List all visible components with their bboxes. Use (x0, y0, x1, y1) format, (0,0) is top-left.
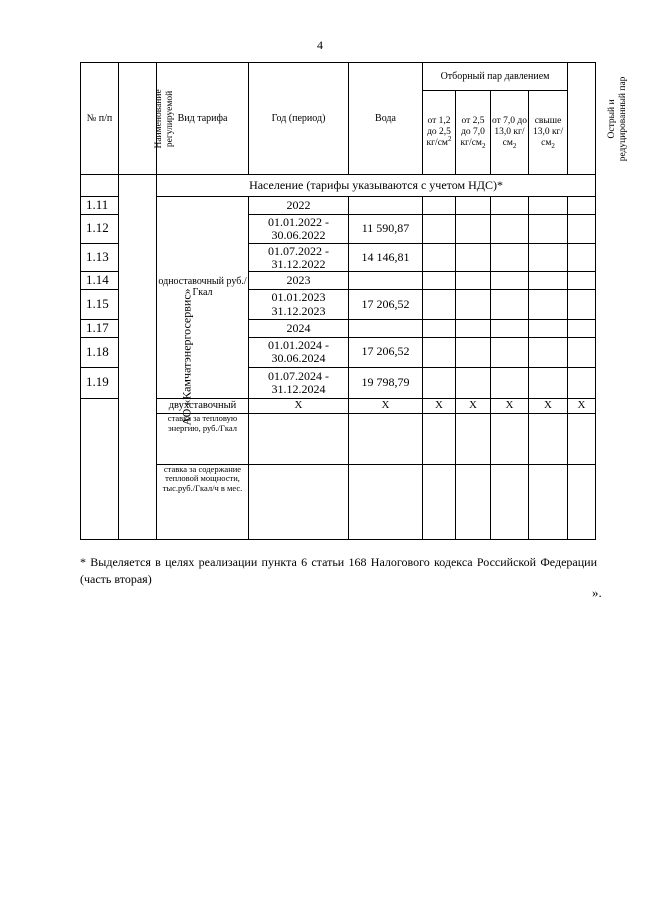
row-water (349, 197, 423, 214)
row-number: 1.17 (81, 320, 119, 337)
x-mark: X (529, 398, 568, 413)
row-cell (491, 464, 529, 539)
row-cell (491, 320, 529, 337)
header-pressure-2: от 2,5 до 7,0 $кг/см_2$ (456, 91, 491, 174)
closing-quote: ». (592, 585, 602, 600)
header-num: № п/п (81, 63, 119, 175)
row-period: 01.01.2024 - 30.06.2024 (249, 337, 349, 368)
header-water: Вода (349, 63, 423, 175)
row-cell (568, 368, 596, 399)
header-sharp-steam (568, 63, 629, 175)
capacity-rate-label: ставка за содержание тепловой мощности, тыс.руб./Гкал/ч в мес. (157, 464, 249, 539)
row-cell (423, 272, 456, 289)
row-water: 19 798,79 (349, 368, 423, 399)
x-mark: X (568, 398, 596, 413)
row-period: 01.01.2022 - 30.06.2022 (249, 214, 349, 243)
row-cell (456, 214, 491, 243)
row-cell (491, 337, 529, 368)
row-cell (529, 289, 568, 320)
row-cell (568, 337, 596, 368)
row-cell (491, 197, 529, 214)
row-period: 01.07.2022 - 31.12.2022 (249, 244, 349, 272)
row-number: 1.18 (81, 337, 119, 368)
one-part-tariff-label: одноставочный руб./Гкал (157, 197, 249, 398)
row-cell (568, 214, 596, 243)
row-cell (456, 337, 491, 368)
row-period: 01.07.2024 - 31.12.2024 (249, 368, 349, 399)
row-cell (456, 197, 491, 214)
row-water (349, 272, 423, 289)
organization-name: АО «Камчатэнергосервис» (179, 288, 194, 426)
header-organization (119, 63, 175, 175)
row-cell (568, 413, 596, 464)
row-cell (423, 368, 456, 399)
header-steam-group: Отборный пар давлением (423, 63, 568, 91)
row-cell (568, 272, 596, 289)
row-period: 01.01.2023 31.12.2023 (249, 289, 349, 320)
page-number: 4 (317, 38, 323, 52)
row-number: 1.13 (81, 244, 119, 272)
row-period: 2022 (249, 197, 349, 214)
row-cell (249, 413, 349, 464)
row-cell (491, 272, 529, 289)
tariff-table (80, 62, 629, 540)
row-cell (423, 197, 456, 214)
row-cell (423, 320, 456, 337)
row-water: 14 146,81 (349, 244, 423, 272)
header-sharp-steam-text: Острый и редуцированный пар (607, 76, 629, 161)
row-cell (568, 289, 596, 320)
row-cell (568, 244, 596, 272)
row-cell (456, 368, 491, 399)
row-cell (491, 214, 529, 243)
row-cell (529, 320, 568, 337)
section-empty-num (81, 174, 119, 196)
row-number: 1.19 (81, 368, 119, 399)
row-cell (529, 368, 568, 399)
row-period: 2023 (249, 272, 349, 289)
x-mark: X (491, 398, 529, 413)
row-cell (349, 413, 423, 464)
row-cell (491, 368, 529, 399)
row-number: 1.15 (81, 289, 119, 320)
row-cell (423, 464, 456, 539)
two-part-empty-num (81, 398, 119, 539)
header-organization-text: Наименование регулируемой (154, 88, 175, 149)
row-number: 1.14 (81, 272, 119, 289)
organization-cell (119, 174, 194, 539)
row-cell (529, 413, 568, 464)
row-cell (568, 197, 596, 214)
row-water (349, 320, 423, 337)
row-cell (423, 337, 456, 368)
row-cell (529, 214, 568, 243)
row-cell (456, 464, 491, 539)
row-period: 2024 (249, 320, 349, 337)
row-cell (529, 464, 568, 539)
row-number: 1.11 (81, 197, 119, 214)
row-cell (529, 272, 568, 289)
row-cell (249, 464, 349, 539)
row-cell (456, 289, 491, 320)
section-title: Население (тарифы указываются с учетом НДС)* (157, 174, 596, 196)
row-cell (568, 464, 596, 539)
row-cell (456, 272, 491, 289)
row-cell (456, 244, 491, 272)
x-mark: X (349, 398, 423, 413)
heat-energy-rate-label: ставка за тепловую энергию, руб./Гкал (157, 413, 249, 464)
two-part-tariff-label: двухставочный (157, 398, 249, 413)
row-cell (529, 337, 568, 368)
row-cell (456, 320, 491, 337)
header-period: Год (период) (249, 63, 349, 175)
row-cell (456, 413, 491, 464)
row-cell (491, 289, 529, 320)
row-cell (491, 413, 529, 464)
x-mark: X (456, 398, 491, 413)
row-cell (423, 413, 456, 464)
row-cell (529, 197, 568, 214)
header-pressure-1: от 1,2 до 2,5 $кг/см^2$ (423, 91, 456, 174)
row-cell (423, 214, 456, 243)
row-number: 1.12 (81, 214, 119, 243)
row-cell (491, 244, 529, 272)
footnote: * Выделяется в целях реализации пункта 6 статьи 168 Налогового кодекса Российской Федерации (часть вторая) (80, 555, 597, 587)
row-cell (529, 244, 568, 272)
header-pressure-4: свыше 13,0 $кг/см_2$ (529, 91, 568, 174)
row-cell (349, 464, 423, 539)
x-mark: X (423, 398, 456, 413)
row-water: 17 206,52 (349, 337, 423, 368)
row-water: 17 206,52 (349, 289, 423, 320)
header-pressure-3: от 7,0 до 13,0 $кг/см_2$ (491, 91, 529, 174)
row-water: 11 590,87 (349, 214, 423, 243)
row-cell (423, 244, 456, 272)
row-cell (568, 320, 596, 337)
row-cell (423, 289, 456, 320)
x-mark: X (249, 398, 349, 413)
header-tariff-type: Вид тарифа (157, 63, 249, 175)
